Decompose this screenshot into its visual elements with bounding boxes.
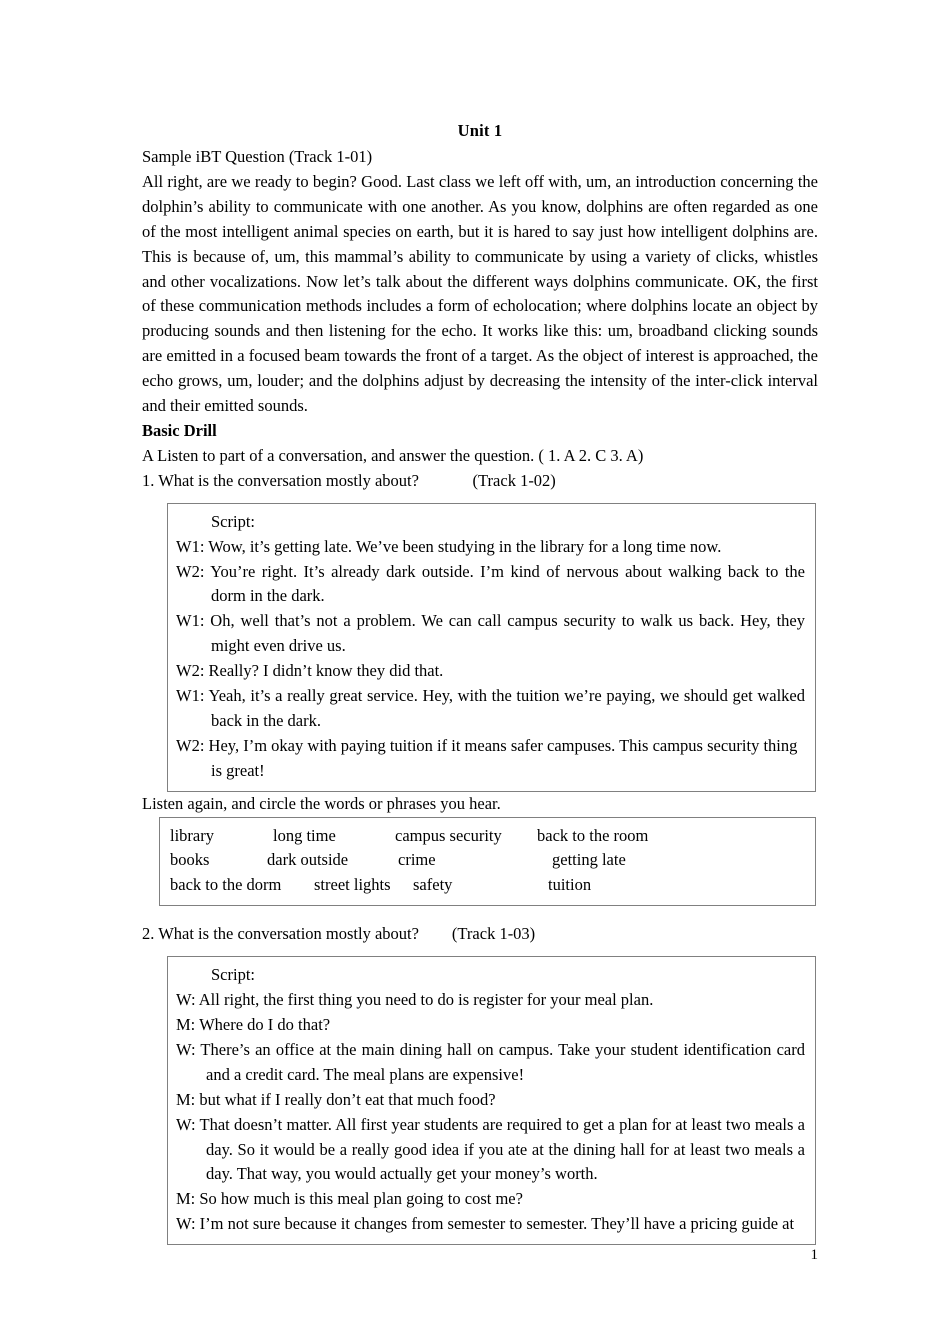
word-bank-item[interactable]: books: [170, 850, 210, 870]
question-2-prompt: 2. What is the conversation mostly about? (Track 1-03): [142, 924, 536, 944]
script-line: M: but what if I really don’t eat that much food?: [176, 1089, 496, 1109]
word-bank-row: [170, 848, 807, 873]
script-line: M: Where do I do that?: [176, 1015, 331, 1034]
script-line: W: All right, the first thing you need to do is register for your meal plan.: [176, 990, 654, 1010]
script-line: W2: You’re right. It’s already dark outside. I’m kind of nervous about walking back to the dorm in the dark.: [176, 561, 805, 606]
word-bank-item[interactable]: safety: [413, 875, 453, 895]
question-2-script-box: [167, 956, 816, 1245]
sample-question-paragraph: All right, are we ready to begin? Good. Last class we left off with, um, an introduction concerning the dolphin’s ability to communicate with one another. As you know, dolphins are often regarded as one of the most intelligent animal species on earth, but it is hared to say just how intelligent dolphins are. This is because of, um, this mammal’s ability to communicate by using a variety of clicks, whistles and other vocalizations. Now let’s talk about the different ways dolphins communicate. OK, the first of these communication methods includes a form of echolocation; where dolphins locate an object by producing sounds and then listening for the echo. It works like this: um, broadband clicking sounds are emitted in a focused beam towards the front of a target. As the object of interest is approached, the echo grows, um, louder; and the dolphins adjust by decreasing the intensity of the inter-click interval and their emitted sounds.: [142, 171, 818, 416]
question-1-prompt: 1. What is the conversation mostly about? (Track 1-02): [142, 470, 556, 490]
word-bank-row: [170, 873, 807, 898]
word-bank-item[interactable]: tuition: [548, 875, 592, 895]
question-1-script-box: [167, 503, 816, 792]
page-title: Unit 1: [457, 121, 503, 140]
listen-again-instruction: Listen again, and circle the words or phrases you hear.: [142, 793, 501, 813]
script-line: W: There’s an office at the main dining hall on campus. Take your student identification card and a credit card. The meal plans are expensive!: [176, 1039, 805, 1084]
word-bank-item[interactable]: back to the room: [537, 825, 649, 845]
word-bank-item[interactable]: back to the dorm: [170, 875, 282, 895]
script-line: W1: Wow, it’s getting late. We’ve been studying in the library for a long time now.: [176, 536, 722, 556]
sample-question-heading: Sample iBT Question (Track 1-01): [142, 147, 373, 166]
word-bank-item[interactable]: dark outside: [267, 850, 349, 870]
word-bank-row: [170, 824, 807, 849]
word-bank-item[interactable]: library: [170, 825, 214, 845]
script-line: W1: Oh, well that’s not a problem. We can call campus security to walk us back. Hey, they might even drive us.: [176, 611, 805, 656]
word-bank-box: [159, 817, 816, 907]
page-number: 1: [810, 1247, 818, 1263]
word-bank-item[interactable]: crime: [398, 850, 436, 870]
word-bank-item[interactable]: street lights: [314, 875, 391, 895]
script-line: W: I’m not sure because it changes from semester to semester. They’ll have a pricing guide at: [176, 1214, 795, 1234]
word-bank-item[interactable]: campus security: [395, 825, 502, 845]
script-line: W2: Really? I didn’t know they did that.: [176, 661, 444, 681]
script-line: W2: Hey, I’m okay with paying tuition if it means safer campuses. This campus security thing is great!: [176, 735, 798, 780]
word-bank-item[interactable]: getting late: [552, 850, 626, 870]
page-content: [142, 118, 818, 1245]
script-line: W1: Yeah, it’s a really great service. Hey, with the tuition we’re paying, we should get walked back in the dark.: [176, 686, 805, 730]
script-line: W: That doesn’t matter. All first year students are required to get a plan for at least two meals a day. So it would be a really good idea if you ate at the dining hall for at least two meals a day. That way, you would actually get your money’s worth.: [176, 1114, 805, 1184]
basic-drill-heading: Basic Drill: [142, 420, 217, 440]
word-bank-item[interactable]: long time: [273, 825, 336, 845]
script-label: Script:: [211, 965, 255, 985]
script-label: Script:: [211, 511, 255, 531]
script-line: M: So how much is this meal plan going to cost me?: [176, 1189, 523, 1209]
basic-drill-instruction: A Listen to part of a conversation, and answer the question. ( 1. A 2. C 3. A): [142, 445, 644, 465]
